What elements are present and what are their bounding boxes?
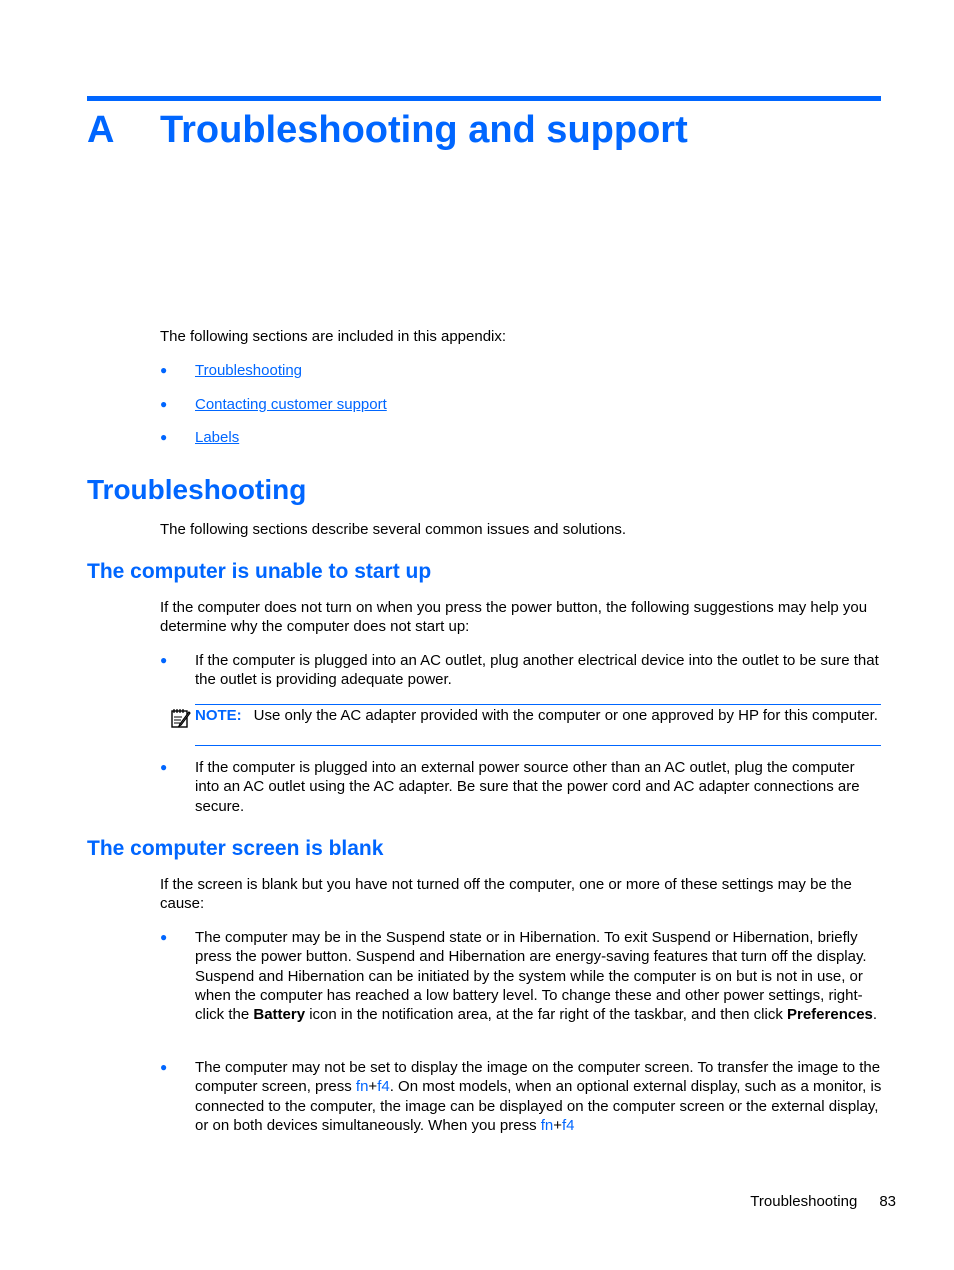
chapter-rule: [87, 96, 881, 101]
bullet-icon: ●: [160, 363, 168, 377]
note-box: [195, 704, 881, 746]
list-item: [160, 758, 882, 816]
chapter-title: [87, 104, 688, 156]
page-number: 83: [879, 1193, 896, 1210]
toc-link-contacting-customer-support[interactable]: Contacting customer support: [195, 396, 387, 413]
key-f4: f4: [377, 1078, 390, 1096]
bullet-icon: ●: [160, 653, 168, 667]
list-item: [160, 651, 882, 690]
key-plus: +: [368, 1078, 378, 1096]
text-run: icon in the notification area, at the far right of the taskbar, and then click: [305, 1006, 787, 1024]
list-item-text: [195, 1058, 882, 1135]
footer-section: Troubleshooting: [750, 1193, 858, 1210]
bullet-icon: ●: [160, 430, 168, 444]
note-text: Use only the AC adapter provided with the computer or one approved by HP for this computer.: [253, 707, 878, 724]
list-item-text: If the computer is plugged into an AC outlet, plug another electrical device into the outlet to be sure that the outlet is providing adequate power.: [195, 652, 879, 689]
bullet-icon: ●: [160, 760, 168, 774]
list-item: [160, 928, 882, 1024]
subsection-title-blank-screen: The computer screen is blank: [87, 837, 384, 860]
text-run: . On most models, when an optional external display, such as a monitor, is connected to the computer, the image can be displayed on the computer screen or the external display, or on both devices simultaneously. When you press: [195, 1078, 882, 1134]
bullet-icon: ●: [160, 930, 168, 944]
list-item: [160, 1058, 882, 1135]
key-fn: fn: [540, 1116, 554, 1134]
preferences-term: Preferences: [787, 1006, 873, 1024]
appendix-intro: The following sections are included in this appendix:: [160, 328, 507, 345]
text-run: The computer may not be set to display the image on the computer screen. To transfer the image to the computer screen, press: [195, 1059, 881, 1096]
section-title: Troubleshooting: [87, 474, 307, 505]
startup-intro: If the computer does not turn on when you press the power button, the following suggestions may help you determine why the computer does not start up:: [160, 599, 868, 636]
bullet-icon: ●: [160, 1060, 168, 1074]
toc-link-labels[interactable]: Labels: [195, 429, 240, 446]
note-label: NOTE:: [195, 707, 242, 724]
blank-screen-intro: If the screen is blank but you have not turned off the computer, one or more of these settings may be the cause:: [160, 876, 852, 913]
toc-item: [160, 361, 882, 380]
chapter-letter: A: [87, 109, 115, 151]
key-fn: fn: [355, 1078, 369, 1096]
subsection-title-startup: The computer is unable to start up: [87, 560, 432, 583]
bullet-icon: ●: [160, 397, 168, 411]
key-plus: +: [553, 1116, 563, 1134]
text-run: .: [872, 1006, 878, 1024]
toc-item: [160, 428, 882, 447]
page-footer: [750, 1192, 896, 1211]
list-item-text: [195, 928, 882, 1024]
section-intro: The following sections describe several common issues and solutions.: [160, 521, 627, 538]
list-item-text: If the computer is plugged into an external power source other than an AC outlet, plug the computer into an AC outlet using the AC adapter. Be sure that the power cord and AC adapter connections are secure.: [195, 759, 860, 815]
note-icon: [170, 707, 192, 729]
toc-link-troubleshooting[interactable]: Troubleshooting: [195, 362, 303, 379]
key-f4: f4: [562, 1116, 575, 1134]
text-run: The computer may be in the Suspend state or in Hibernation. To exit Suspend or Hibernation, briefly press the power button. Suspend and Hibernation are energy-saving features that turn off the display. Suspend and Hibernation can be initiated by the system while the computer is on but is not in use, or when the computer has reached a low battery level. To change these and other power settings, right-click the: [195, 929, 867, 1024]
chapter-title-text: Troubleshooting and support: [160, 109, 688, 151]
battery-term: Battery: [253, 1006, 306, 1024]
toc-item: [160, 395, 882, 414]
